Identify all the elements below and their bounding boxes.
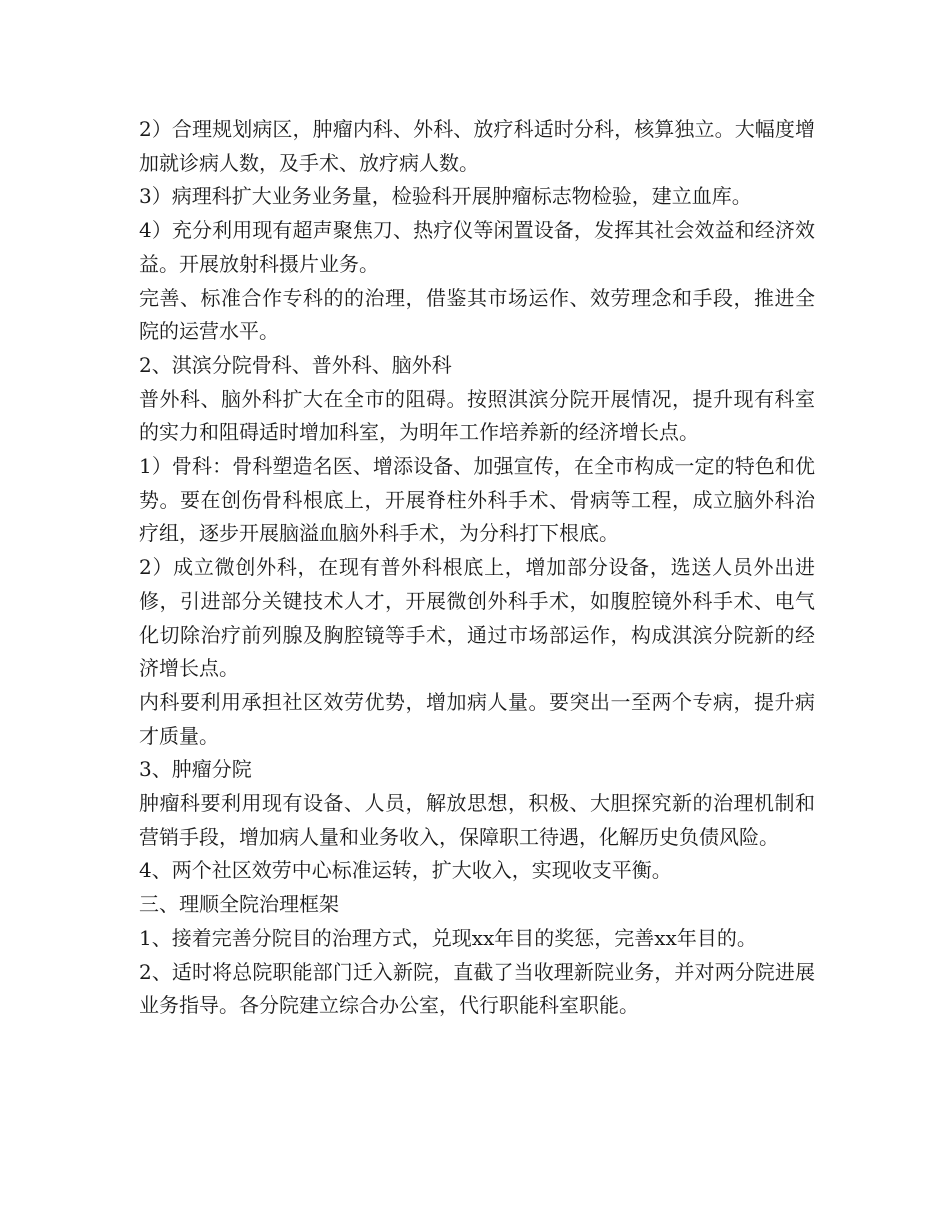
paragraph-8: 2）成立微创外科，在现有普外科根底上，增加部分设备，选送人员外出进修，引进部分关键技术人才，开展微创外科手术，如腹腔镜外科手术、电气化切除治疗前列腺及胸腔镜等手术，通过市场部运作，构成淇滨分院新的经济增长点。 xyxy=(139,555,815,681)
section-heading-management: 三、理顺全院治理框架 xyxy=(139,892,339,917)
document-body xyxy=(139,113,815,1023)
paragraph-6: 普外科、脑外科扩大在全市的阻碍。按照淇滨分院开展情况，提升现有科室的实力和阻碍适时增加科室，为明年工作培养新的经济增长点。 xyxy=(139,386,815,445)
paragraph-15: 2、适时将总院职能部门迁入新院，直截了当收理新院业务，并对两分院进展业务指导。各分院建立综合办公室，代行职能科室职能。 xyxy=(139,959,815,1018)
paragraph-1: 2）合理规划病区，肿瘤内科、外科、放疗科适时分科，核算独立。大幅度增加就诊病人数，及手术、放疗病人数。 xyxy=(139,117,815,175)
section-heading-qibin-branch: 2、淇滨分院骨科、普外科、脑外科 xyxy=(139,352,452,377)
section-heading-tumor-branch: 3、肿瘤分院 xyxy=(139,757,252,782)
paragraph-14: 1、接着完善分院目的治理方式，兑现xx年目的奖惩，完善xx年目的。 xyxy=(139,925,757,950)
paragraph-7: 1）骨科：骨科塑造名医、增添设备、加强宣传，在全市构成一定的特色和优势。要在创伤骨科根底上，开展脊柱外科手术、骨病等工程，成立脑外科治疗组，逐步开展脑溢血脑外科手术，为分科打下根底。 xyxy=(139,454,815,546)
paragraph-12: 4、两个社区效劳中心标准运转，扩大收入，实现收支平衡。 xyxy=(139,858,672,883)
paragraph-2: 3）病理科扩大业务业务量，检验科开展肿瘤标志物检验，建立血库。 xyxy=(139,184,752,209)
paragraph-3: 4）充分利用现有超声聚焦刀、热疗仪等闲置设备，发挥其社会效益和经济效益。开展放射科摄片业务。 xyxy=(139,218,815,276)
paragraph-4: 完善、标准合作专科的的治理，借鉴其市场运作、效劳理念和手段，推进全院的运营水平。 xyxy=(139,285,815,344)
paragraph-11: 肿瘤科要利用现有设备、人员，解放思想，积极、大胆探究新的治理机制和营销手段，增加病人量和业务收入，保障职工待遇，化解历史负债风险。 xyxy=(139,791,815,849)
paragraph-9: 内科要利用承担社区效劳优势，增加病人量。要突出一至两个专病，提升病才质量。 xyxy=(139,689,815,748)
